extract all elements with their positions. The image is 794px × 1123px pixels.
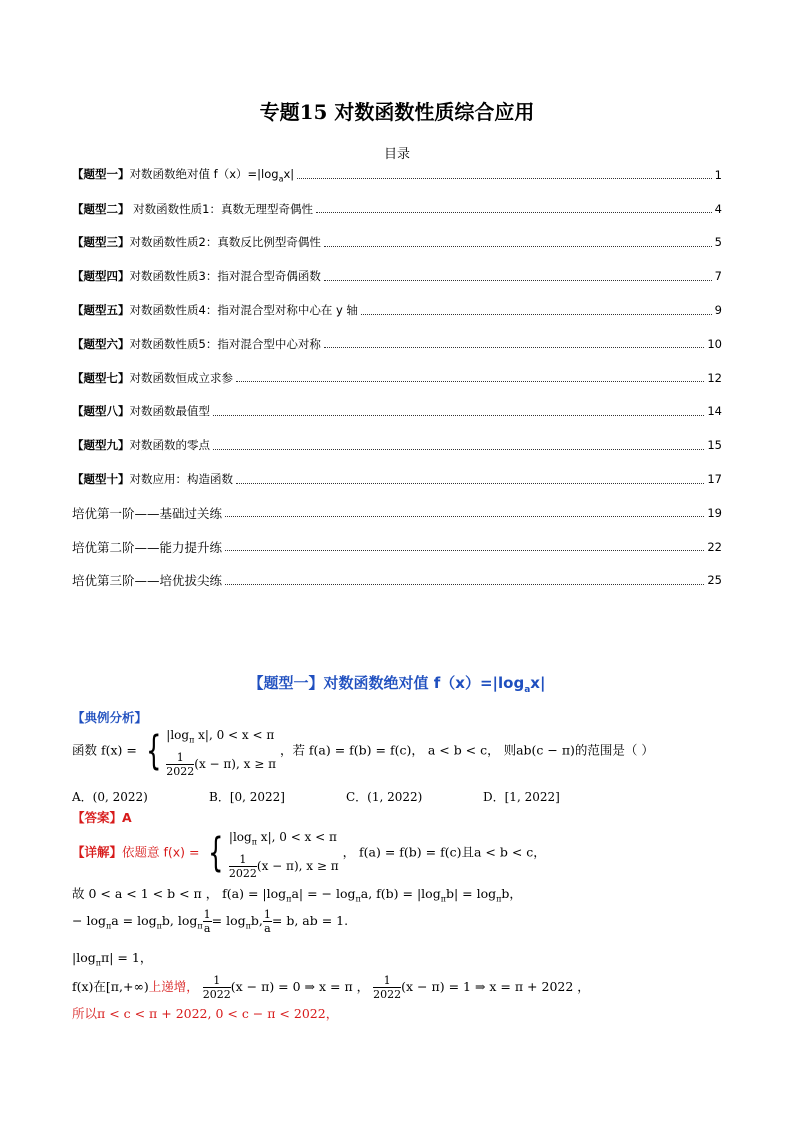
- detail-line-3: $|\log_\pi\pi| = 1$，: [72, 950, 153, 968]
- option-b: B．[0, 2022]: [209, 790, 285, 804]
- toc-entry-label: 培优第三阶——培优拔尖练: [72, 573, 223, 589]
- option-a: A．(0, 2022): [72, 790, 148, 804]
- toc-leader-dots: [236, 483, 704, 484]
- toc-entry[interactable]: [72, 192, 722, 226]
- question-text: 函数 f(x) = { $|\log_\pi$ x|, 0 < x < π $\frac{1}{2022}$ (x − π), x ≥ π ，若 f(a) = f(b) = f(c)， a < b < c， 则ab(c − π)的范围是（ ）: [72, 728, 654, 779]
- section-title: 【题型一】对数函数绝对值 $f(x)=|\log_ax|$: [248, 674, 546, 695]
- toc-page-number: 19: [707, 505, 722, 520]
- toc-page-number: 17: [707, 472, 722, 487]
- option-d: D．[1, 2022]: [483, 790, 560, 804]
- detail-line-1: 故 0 < a < 1 < b < π ， $f(a) = |\log_\pi a|$ = − $\log_\pi a$, $f(b) = |\log_\pi b| = \log_\pi b$，: [72, 886, 522, 904]
- toc-entry[interactable]: [72, 496, 722, 530]
- toc-leader-dots: [324, 347, 705, 348]
- toc-leader-dots: [213, 415, 704, 416]
- toc-entry-label: 【题型七】对数函数恒成立求参: [72, 370, 233, 385]
- toc-entry-label: 【题型九】对数函数的零点: [72, 438, 210, 453]
- toc-page-number: 7: [714, 269, 722, 284]
- toc-entry[interactable]: [72, 259, 722, 293]
- toc-entry-label: 【题型八】对数函数最值型: [72, 404, 210, 419]
- toc-entry-label: 【题型五】对数函数性质4：指对混合型对称中心在 y 轴: [72, 303, 358, 318]
- answer: 【答案】A: [72, 810, 132, 825]
- toc-entry[interactable]: [72, 564, 722, 598]
- toc-entry-label: 培优第二阶——能力提升练: [72, 539, 223, 555]
- page-title: 专题15 对数函数性质综合应用: [259, 100, 535, 124]
- toc-entry[interactable]: [72, 462, 722, 496]
- toc-leader-dots: [225, 584, 704, 585]
- detail-line-2: − $\log_\pi a = \log_\pi b$, $\log_\pi$ $\frac{1}{a}$ = $\log_\pi b$, $\frac{1}{a}$ = b, ab = 1.: [72, 908, 349, 935]
- toc-page-number: 9: [714, 303, 722, 318]
- toc-entry[interactable]: [72, 395, 722, 429]
- options: [72, 788, 620, 805]
- toc-page-number: 5: [714, 235, 722, 250]
- toc-leader-dots: [236, 381, 704, 382]
- toc-page-number: 10: [707, 336, 722, 351]
- toc-entry-label: 【题型三】对数函数性质2：真数反比例型奇偶性: [72, 235, 321, 250]
- toc-entry[interactable]: [72, 530, 722, 564]
- toc-page-number: 25: [707, 573, 722, 588]
- toc-leader-dots: [297, 178, 712, 179]
- detail-text: 【详解】依题意 f(x) = { $|\log_\pi$ x|, 0 < x < π $\frac{1}{2022}$ (x − π), x ≥ π ， f(a) = f(b) = f(c)且a < b < c，: [72, 830, 546, 881]
- toc-entry[interactable]: [72, 361, 722, 395]
- toc-entry-label: 【题型二】 对数函数性质1：真数无理型奇偶性: [72, 201, 313, 216]
- toc-entry-label: 培优第一阶——基础过关练: [72, 505, 223, 521]
- toc-page-number: 4: [714, 201, 722, 216]
- toc-page-number: 12: [707, 370, 722, 385]
- toc-entry[interactable]: [72, 158, 722, 192]
- detail-line-4: f(x)在[π,+∞)上递增， $\frac{1}{2022}$ (x − π) = 0 ⇒ x = π ， $\frac{1}{2022}$ (x − π) = 1 ⇒ x = π + 2022 ，: [72, 974, 590, 1001]
- toc-entry-label: 【题型六】对数函数性质5：指对混合型中心对称: [72, 336, 321, 351]
- toc-entry[interactable]: [72, 428, 722, 462]
- toc-page-number: 1: [714, 167, 722, 182]
- toc-leader-dots: [225, 516, 704, 517]
- example-label: 【典例分析】: [72, 710, 148, 725]
- toc-page-number: 14: [707, 404, 722, 419]
- toc-page-number: 15: [707, 438, 722, 453]
- table-of-contents: [72, 158, 722, 597]
- toc-heading: 目录: [383, 147, 410, 162]
- option-c: C．(1, 2022): [346, 790, 423, 804]
- toc-leader-dots: [324, 246, 712, 247]
- detail-line-5: 所以π < c < π + 2022, 0 < c − π < 2022，: [72, 1006, 339, 1021]
- toc-page-number: 22: [707, 539, 722, 554]
- toc-leader-dots: [316, 212, 712, 213]
- toc-entry[interactable]: [72, 327, 722, 361]
- toc-entry[interactable]: [72, 293, 722, 327]
- toc-entry-label: 【题型一】对数函数绝对值 $f(x)=|\log_ax|$: [72, 167, 295, 184]
- toc-entry-label: 【题型十】对数应用：构造函数: [72, 472, 233, 487]
- toc-leader-dots: [324, 280, 712, 281]
- toc-entry[interactable]: [72, 226, 722, 260]
- toc-leader-dots: [213, 449, 704, 450]
- toc-entry-label: 【题型四】对数函数性质3：指对混合型奇偶函数: [72, 269, 321, 284]
- toc-leader-dots: [225, 550, 704, 551]
- toc-leader-dots: [361, 314, 712, 315]
